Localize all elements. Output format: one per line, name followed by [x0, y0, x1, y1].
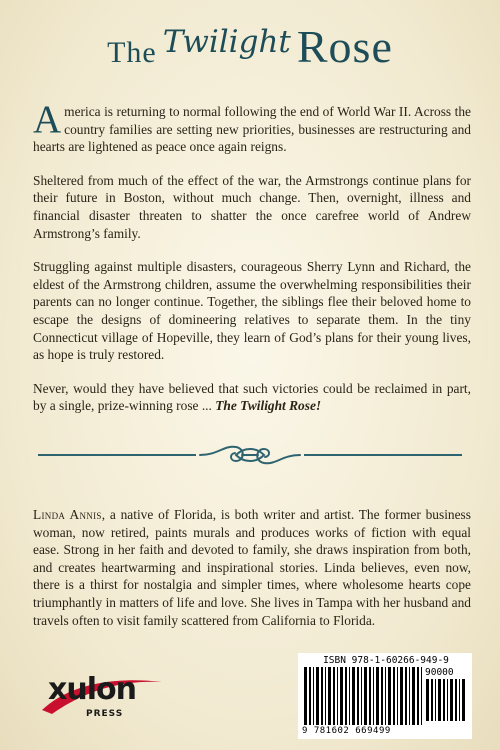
- blurb-paragraph-2: Sheltered from much of the effect of the war, the Armstrongs continue plans for their future in Boston, without much change. Then, overnight, illness and financial disaster threaten to shatter the once carefree world of Andrew Armstrong’s family.: [33, 172, 471, 241]
- title-rose: Rose: [296, 21, 393, 72]
- ornamental-divider: [38, 441, 462, 469]
- author-bio: [33, 506, 471, 629]
- title-twilight: Twilight: [162, 24, 291, 60]
- blurb-title-emphasis: The Twilight Rose!: [215, 398, 322, 414]
- blurb-paragraph-1: [33, 98, 471, 156]
- price-code: 90000: [425, 667, 454, 678]
- flourish-icon: [198, 441, 302, 469]
- divider-line-right: [304, 454, 462, 456]
- title-the: The: [107, 36, 157, 69]
- blurb-paragraph-1-text: merica is returning to normal following the end of World War II. Across the country families are setting new priorities, businesses are restructuring and hearts are lightened as peace once again reigns.: [33, 104, 471, 155]
- blurb-paragraph-4-text: Never, would they have believed that such victories could be reclaimed in part, by a single, prize-winning rose ...: [33, 380, 471, 414]
- logo-wordmark: xulon: [48, 672, 136, 707]
- author-bio-paragraph: [33, 506, 471, 629]
- blurb-paragraph-4: [33, 380, 471, 415]
- divider-line-left: [38, 454, 196, 456]
- back-cover-blurb: [33, 98, 471, 431]
- blurb-paragraph-3: Struggling against multiple disasters, courageous Sherry Lynn and Richard, the eldest of the Armstrong children, assume the overwhelming responsibilities their parents can no longer continue. Together, the siblings flee their beloved home to escape the designs of domineering relatives to separate them. In the tiny Connecticut village of Hopeville, they learn of God’s plans for their young lives, as hope is truly restored.: [33, 259, 471, 363]
- author-name: Linda Annis: [33, 507, 102, 522]
- drop-cap: A: [33, 98, 62, 141]
- isbn-number: ISBN 978-1-60266-949-9: [323, 655, 449, 666]
- author-bio-text: , a native of Florida, is both writer and artist. The former business woman, now retired, paints murals and produces works of fiction with equal ease. Strong in her faith and devoted to family, she draws inspiration from both, and creates heartwarming and inspirational stories. Linda believes, even now, there is a thirst for nostalgia and simpler times, where wholesome hearts cope triumphantly in matters of life and love. She lives in Tampa with her husband and travels often to visit family scattered from California to Florida.: [33, 507, 471, 628]
- price-barcode-icon: [426, 679, 466, 723]
- ean-digits: 9 781602 669499: [302, 726, 391, 736]
- logo-press-label: PRESS: [86, 709, 124, 719]
- isbn-barcode: [298, 653, 472, 739]
- barcode-bars-icon: [304, 667, 424, 727]
- publisher-logo: [38, 672, 168, 728]
- book-title: [0, 20, 500, 73]
